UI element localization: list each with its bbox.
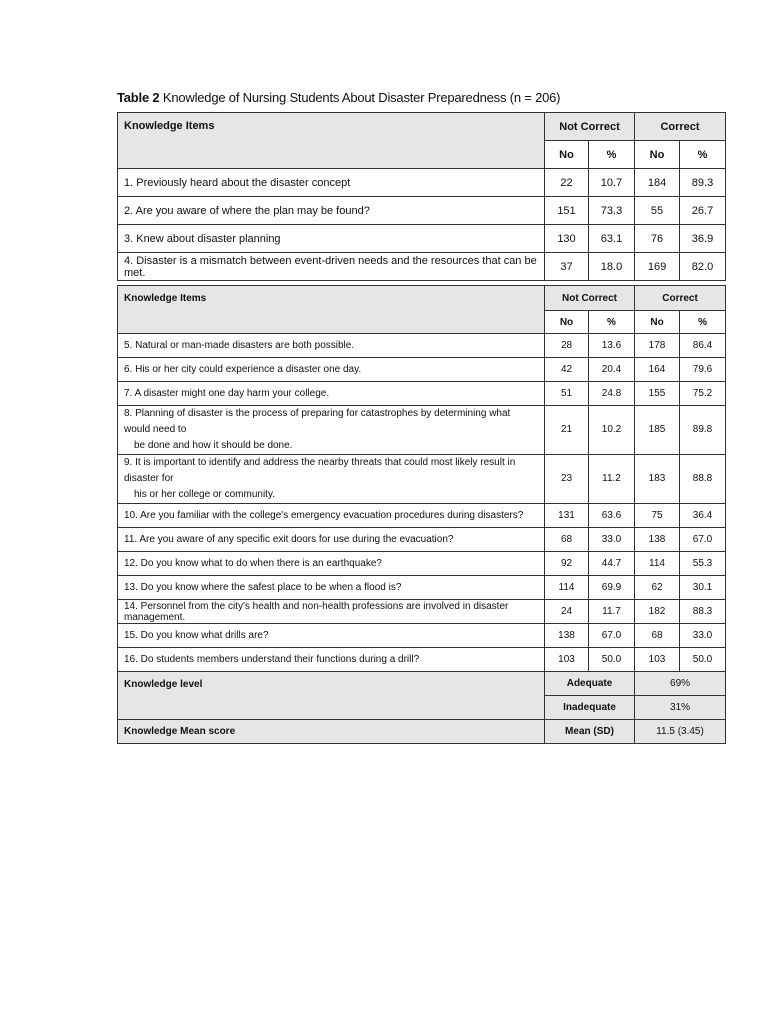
- not-correct-no: 68: [545, 528, 589, 552]
- table-caption: [117, 90, 560, 105]
- not-correct-no: 21: [545, 406, 589, 455]
- correct-pct: 88.3: [680, 600, 726, 624]
- header-knowledge-items: Knowledge Items: [118, 113, 545, 169]
- not-correct-pct: 63.1: [589, 225, 635, 253]
- item-text-continued: be done and how it should be done.: [134, 440, 293, 451]
- header-c-no: No: [635, 311, 680, 334]
- not-correct-pct: 33.0: [589, 528, 635, 552]
- item-text: 4. Disaster is a mismatch between event-driven needs and the resources that can be met.: [118, 253, 545, 281]
- correct-pct: 50.0: [680, 648, 726, 672]
- not-correct-pct: 73.3: [589, 197, 635, 225]
- item-text: 10. Are you familiar with the college's emergency evacuation procedures during disasters?: [118, 504, 545, 528]
- table-row: [118, 169, 726, 197]
- adequate-value: 69%: [635, 672, 726, 696]
- not-correct-no: 138: [545, 624, 589, 648]
- not-correct-no: 103: [545, 648, 589, 672]
- not-correct-pct: 10.7: [589, 169, 635, 197]
- not-correct-pct: 20.4: [589, 358, 635, 382]
- correct-pct: 75.2: [680, 382, 726, 406]
- correct-pct: 36.4: [680, 504, 726, 528]
- item-text: 12. Do you know what to do when there is an earthquake?: [118, 552, 545, 576]
- correct-pct: 89.3: [680, 169, 726, 197]
- not-correct-pct: 44.7: [589, 552, 635, 576]
- header-not-correct: Not Correct: [545, 113, 635, 141]
- correct-no: 138: [635, 528, 680, 552]
- not-correct-pct: 13.6: [589, 334, 635, 358]
- correct-pct: 86.4: [680, 334, 726, 358]
- correct-no: 75: [635, 504, 680, 528]
- table-row: [118, 382, 726, 406]
- correct-no: 76: [635, 225, 680, 253]
- not-correct-no: 22: [545, 169, 589, 197]
- table-row: [118, 225, 726, 253]
- item-text: 6. His or her city could experience a disaster one day.: [118, 358, 545, 382]
- header-nc-no: No: [545, 311, 589, 334]
- correct-pct: 55.3: [680, 552, 726, 576]
- correct-pct: 36.9: [680, 225, 726, 253]
- not-correct-pct: 24.8: [589, 382, 635, 406]
- correct-pct: 82.0: [680, 253, 726, 281]
- table-row: [118, 334, 726, 358]
- item-text: 9. It is important to identify and address the nearby threats that could most likely result in disaster for: [124, 457, 516, 484]
- not-correct-no: 51: [545, 382, 589, 406]
- not-correct-no: 23: [545, 455, 589, 504]
- not-correct-no: 28: [545, 334, 589, 358]
- table-row: [118, 624, 726, 648]
- header-correct: Correct: [635, 113, 726, 141]
- item-text: 2. Are you aware of where the plan may be found?: [118, 197, 545, 225]
- not-correct-pct: 63.6: [589, 504, 635, 528]
- not-correct-no: 151: [545, 197, 589, 225]
- table-title: Knowledge of Nursing Students About Disaster Preparedness (n = 206): [162, 90, 561, 105]
- correct-no: 114: [635, 552, 680, 576]
- correct-no: 62: [635, 576, 680, 600]
- not-correct-pct: 11.2: [589, 455, 635, 504]
- table-number: Table 2: [117, 90, 160, 105]
- correct-no: 183: [635, 455, 680, 504]
- item-text: 5. Natural or man-made disasters are both possible.: [118, 334, 545, 358]
- item-text-multiline: [118, 455, 545, 504]
- not-correct-pct: 11.7: [589, 600, 635, 624]
- header-c-pct: %: [680, 311, 726, 334]
- mean-score-label: Knowledge Mean score: [118, 720, 545, 744]
- inadequate-label: Inadequate: [545, 696, 635, 720]
- item-text-continued: his or her college or community.: [134, 489, 275, 500]
- mean-sd-value: 11.5 (3.45): [635, 720, 726, 744]
- correct-pct: 26.7: [680, 197, 726, 225]
- correct-pct: 88.8: [680, 455, 726, 504]
- item-text: 14. Personnel from the city's health and non-health professions are involved in disaster management.: [118, 600, 545, 624]
- mean-sd-label: Mean (SD): [545, 720, 635, 744]
- header-nc-pct: %: [589, 141, 635, 169]
- not-correct-pct: 69.9: [589, 576, 635, 600]
- header-knowledge-items: Knowledge Items: [118, 286, 545, 334]
- knowledge-table-part-2: [117, 285, 726, 744]
- item-text: 13. Do you know where the safest place to be when a flood is?: [118, 576, 545, 600]
- not-correct-pct: 18.0: [589, 253, 635, 281]
- table-row: [118, 406, 726, 455]
- header-nc-pct: %: [589, 311, 635, 334]
- table-row: [118, 552, 726, 576]
- knowledge-table-part-1: [117, 112, 726, 281]
- table-row: [118, 253, 726, 281]
- correct-no: 182: [635, 600, 680, 624]
- correct-no: 185: [635, 406, 680, 455]
- item-text: 1. Previously heard about the disaster concept: [118, 169, 545, 197]
- correct-no: 164: [635, 358, 680, 382]
- table-row: [118, 358, 726, 382]
- not-correct-no: 24: [545, 600, 589, 624]
- header-c-pct: %: [680, 141, 726, 169]
- correct-no: 68: [635, 624, 680, 648]
- not-correct-pct: 67.0: [589, 624, 635, 648]
- item-text: 15. Do you know what drills are?: [118, 624, 545, 648]
- knowledge-level-label: Knowledge level: [118, 672, 545, 720]
- correct-pct: 67.0: [680, 528, 726, 552]
- table-row: [118, 528, 726, 552]
- item-text: 7. A disaster might one day harm your college.: [118, 382, 545, 406]
- correct-pct: 30.1: [680, 576, 726, 600]
- adequate-label: Adequate: [545, 672, 635, 696]
- table-row: [118, 504, 726, 528]
- table-row: [118, 455, 726, 504]
- not-correct-no: 37: [545, 253, 589, 281]
- not-correct-no: 92: [545, 552, 589, 576]
- correct-pct: 79.6: [680, 358, 726, 382]
- not-correct-pct: 10.2: [589, 406, 635, 455]
- item-text: 16. Do students members understand their functions during a drill?: [118, 648, 545, 672]
- table-row: [118, 600, 726, 624]
- header-nc-no: No: [545, 141, 589, 169]
- not-correct-no: 114: [545, 576, 589, 600]
- not-correct-pct: 50.0: [589, 648, 635, 672]
- not-correct-no: 130: [545, 225, 589, 253]
- table-row: [118, 576, 726, 600]
- header-not-correct: Not Correct: [545, 286, 635, 311]
- item-text: 11. Are you aware of any specific exit doors for use during the evacuation?: [118, 528, 545, 552]
- not-correct-no: 131: [545, 504, 589, 528]
- not-correct-no: 42: [545, 358, 589, 382]
- header-c-no: No: [635, 141, 680, 169]
- table-row: [118, 197, 726, 225]
- correct-no: 55: [635, 197, 680, 225]
- header-correct: Correct: [635, 286, 726, 311]
- item-text-multiline: [118, 406, 545, 455]
- item-text: 3. Knew about disaster planning: [118, 225, 545, 253]
- item-text: 8. Planning of disaster is the process of preparing for catastrophes by determining what would need to: [124, 408, 511, 435]
- correct-no: 103: [635, 648, 680, 672]
- correct-no: 155: [635, 382, 680, 406]
- correct-no: 184: [635, 169, 680, 197]
- table-row: [118, 648, 726, 672]
- correct-pct: 89.8: [680, 406, 726, 455]
- correct-no: 169: [635, 253, 680, 281]
- inadequate-value: 31%: [635, 696, 726, 720]
- correct-pct: 33.0: [680, 624, 726, 648]
- correct-no: 178: [635, 334, 680, 358]
